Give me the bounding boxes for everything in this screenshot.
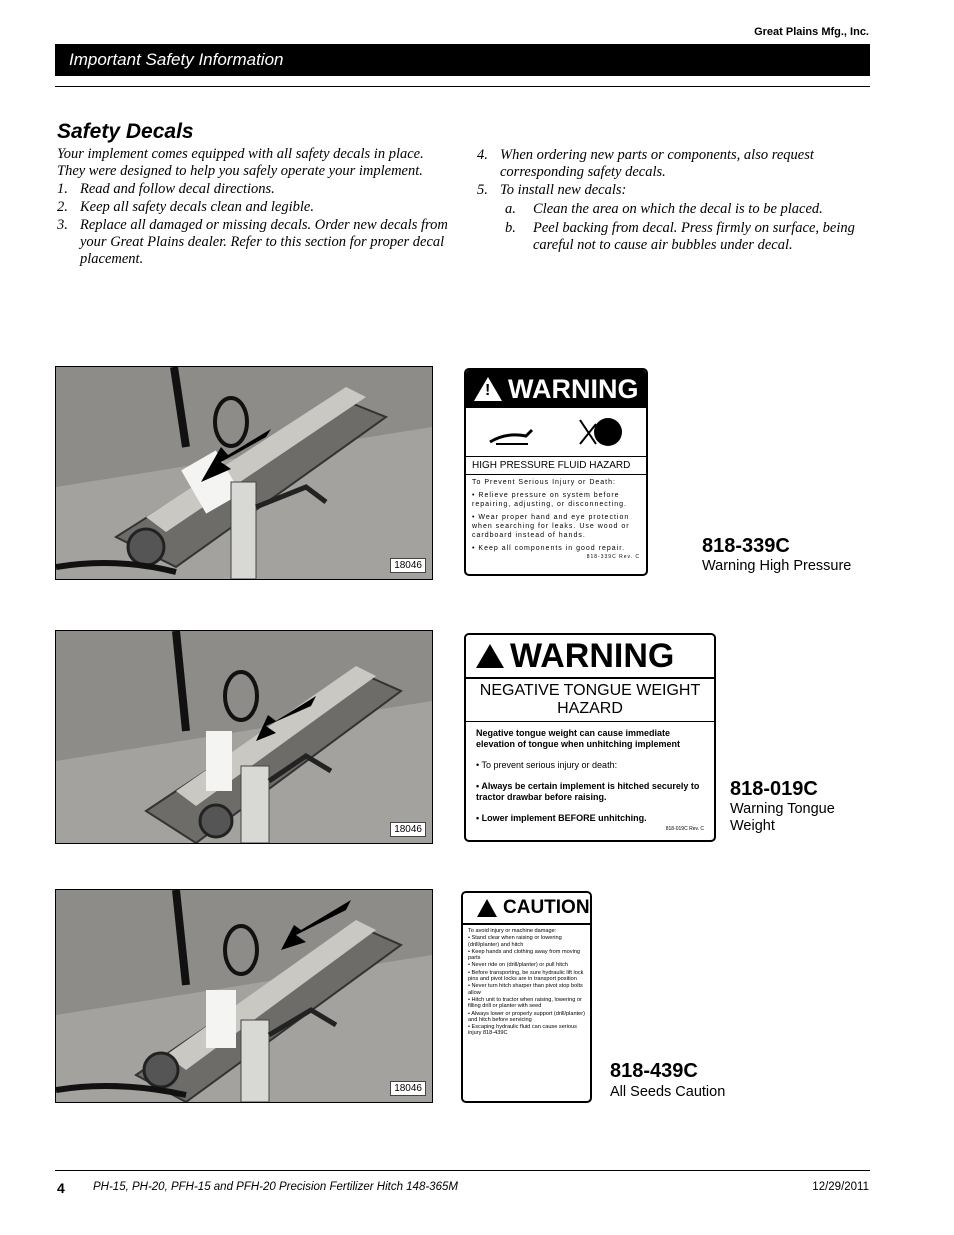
decal-bullet: • Hitch unit to tractor when raising, lowering or filling drill or planter with seed: [468, 996, 582, 1010]
divider: [55, 1170, 870, 1171]
part-description: All Seeds Caution: [610, 1084, 726, 1100]
decal-bullet: • To prevent serious injury or death:: [476, 760, 618, 770]
list-item: 5. To install new decals:: [477, 182, 627, 198]
part-description: Warning High Pressure: [702, 558, 852, 574]
steps-list-continued: [477, 147, 872, 254]
list-item: 3. Replace all damaged or missing decals. Order new decals from your Great Plains dealer. Refer to this section for proper decal placement.: [57, 217, 448, 267]
decal-lead-text: To avoid injury or machine damage:: [468, 928, 557, 934]
warning-triangle-icon: [476, 644, 504, 668]
part-number: 818-019C: [730, 778, 818, 800]
decal-bullet: • Always be certain implement is hitched securely to tractor drawbar before raising.: [476, 781, 700, 802]
part-description: Warning Tongue Weight: [730, 801, 835, 834]
decal-signal-word: WARNING: [510, 636, 675, 675]
list-item: 4. When ordering new parts or components, also request corresponding safety decals.: [477, 147, 814, 180]
decal-signal-word: WARNING: [508, 373, 639, 404]
decal-bullet: • Escaping hydraulic fluid can cause serious injury 818-439C: [468, 1024, 577, 1037]
decal-lead-text: Negative tongue weight can cause immediate elevation of tongue when unhitching implement: [476, 728, 681, 749]
caution-decal-all-seeds: [461, 891, 592, 1103]
page-number: 4: [57, 1180, 65, 1196]
decal-subtitle: To Prevent Serious Injury or Death:: [472, 479, 616, 486]
warning-decal-tongue-weight: [464, 633, 716, 842]
company-name: Great Plains Mfg., Inc.: [754, 26, 869, 38]
decal-code: 818-439C: [482, 1030, 508, 1037]
warning-decal-high-pressure: [464, 368, 648, 576]
decal-hazard-title: NEGATIVE TONGUE WEIGHT HAZARD: [466, 679, 714, 722]
part-number: 818-339C: [702, 535, 790, 557]
steps-list: [57, 181, 452, 268]
figure-number: 18046: [390, 822, 426, 837]
list-item: 1. Read and follow decal directions.: [57, 181, 275, 197]
decal-bullet: • Keep all components in good repair.: [472, 545, 626, 552]
sub-list-item: b. Peel backing from decal. Press firmly on surface, being careful not to cause air bubbles under decal.: [505, 220, 855, 253]
warning-triangle-icon: [474, 377, 502, 401]
hazard-pictograms: [466, 408, 646, 457]
decal-bullet: • Never ride on (drill/planter) or pull hitch: [468, 962, 568, 969]
decal-bullet: • Always lower or properly support (drill/planter) and hitch before servicing: [468, 1010, 586, 1023]
document-title: PH-15, PH-20, PFH-15 and PFH-20 Precision Fertilizer Hitch 148-365M: [93, 1181, 458, 1193]
left-column: [57, 146, 452, 268]
decal-location-photo: [55, 366, 433, 580]
page-title: Safety Decals: [57, 120, 194, 143]
decal-bullet: • Lower implement BEFORE unhitching.: [476, 813, 647, 823]
figure-number: 18046: [390, 1081, 426, 1096]
list-item: 2. Keep all safety decals clean and legible.: [57, 199, 314, 215]
caution-triangle-icon: [477, 899, 497, 917]
sub-list-item: a. Clean the area on which the decal is to be placed.: [505, 201, 823, 217]
eye-protection-icon: [576, 414, 626, 450]
decal-bullet: • Keep hands and clothing away from moving parts: [468, 948, 581, 962]
decal-location-photo: [55, 889, 433, 1103]
document-date: 12/29/2011: [812, 1181, 869, 1193]
decal-bullet: • Before transporting, be sure hydraulic lift lock pins and pivot locks are in transport position: [468, 969, 584, 983]
decal-location-photo: [55, 630, 433, 844]
section-title: Important Safety Information: [69, 50, 284, 69]
figure-number: 18046: [390, 558, 426, 573]
divider: [55, 86, 870, 87]
decal-signal-word: CAUTION: [503, 897, 590, 918]
decal-bullet: • Never turn hitch sharper than pivot stop bolts allow: [468, 983, 583, 996]
decal-bullet: • Wear proper hand and eye protection when searching for leaks. Use wood or cardboard instead of hands.: [472, 514, 630, 539]
decal-code: 818-339C Rev. C: [586, 554, 640, 560]
decal-bullet: • Relieve pressure on system before repairing, adjusting, or disconnecting.: [472, 492, 627, 508]
decal-code: 818-019C Rev. C: [665, 826, 704, 832]
part-number: 818-439C: [610, 1060, 698, 1082]
section-header-bar: [55, 44, 870, 76]
intro-paragraph: Your implement comes equipped with all safety decals in place. They were designed to help you safely operate your implement.: [57, 146, 424, 179]
hand-injection-icon: [486, 414, 536, 450]
decal-hazard-title: HIGH PRESSURE FLUID HAZARD: [466, 457, 646, 475]
decal-bullet: • Stand clear when raising or lowering (drill/planter) and hitch: [468, 935, 562, 948]
right-column: [477, 146, 872, 254]
